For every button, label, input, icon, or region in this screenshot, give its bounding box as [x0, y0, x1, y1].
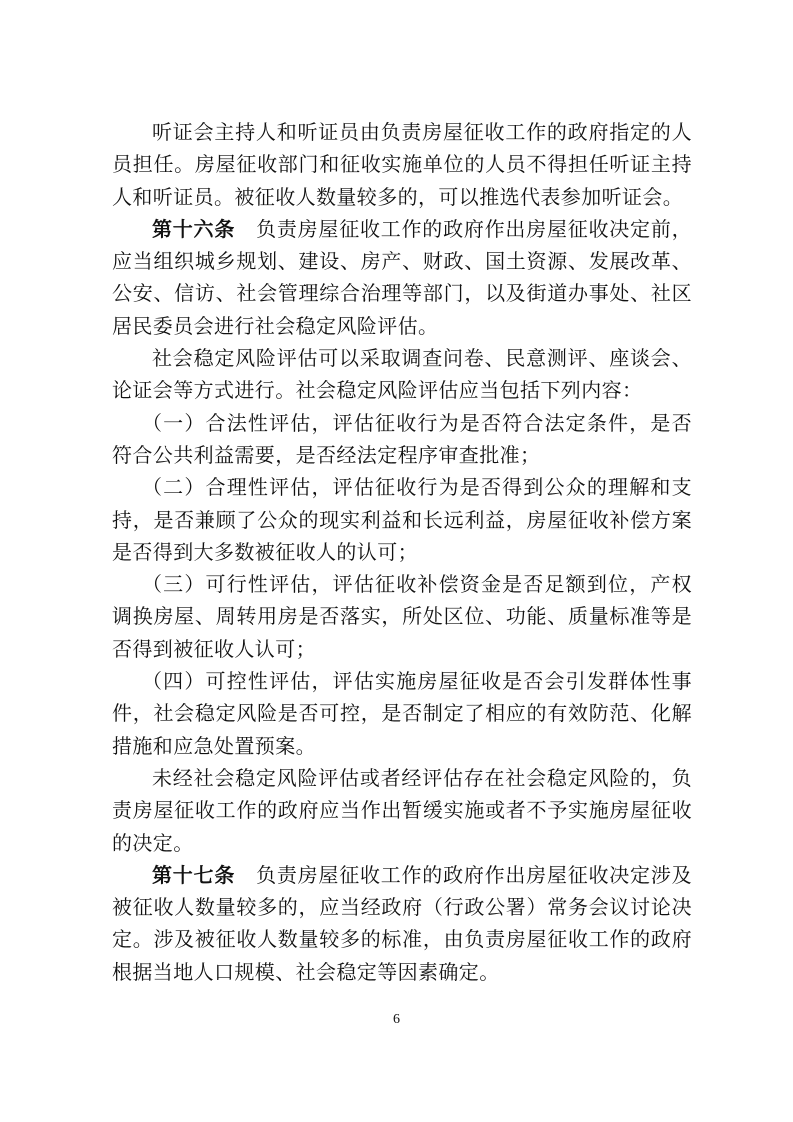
paragraph-text: （一）合法性评估，评估征收行为是否符合法定条件，是否符合公共利益需要，是否经法定程序审查批准；: [112, 410, 692, 467]
list-item-rationality: [112, 471, 692, 568]
paragraph-assessment-methods: [112, 342, 692, 407]
list-item-feasibility: [112, 568, 692, 665]
paragraph-without-assessment: [112, 762, 692, 859]
paragraph-text: （三）可行性评估，评估征收补偿资金是否足额到位，产权调换房屋、周转用房是否落实，所处区位、功能、质量标准等是否得到被征收人认可；: [112, 572, 692, 661]
paragraph-text: 未经社会稳定风险评估或者经评估存在社会稳定风险的，负责房屋征收工作的政府应当作出暂缓实施或者不予实施房屋征收的决定。: [112, 765, 692, 855]
paragraph-text: 负责房屋征收工作的政府作出房屋征收决定前，应当组织城乡规划、建设、房产、财政、国土资源、发展改革、公安、信访、社会管理综合治理等部门，以及街道办事处、社区居民委员会进行社会稳定风险评估。: [112, 216, 692, 338]
article-number: 第十七条: [152, 862, 236, 887]
page-number: 6: [393, 1012, 400, 1027]
article-number: 第十六条: [152, 216, 236, 241]
paragraph-text: 社会稳定风险评估可以采取调查问卷、民意测评、座谈会、论证会等方式进行。社会稳定风险评估应当包括下列内容：: [112, 346, 692, 403]
paragraph-article-17: [112, 859, 692, 988]
paragraph-text: 听证会主持人和听证员由负责房屋征收工作的政府指定的人员担任。房屋征收部门和征收实施单位的人员不得担任听证主持人和听证员。被征收人数量较多的，可以推选代表参加听证会。: [112, 120, 692, 209]
paragraph-hearing-host: [112, 116, 692, 213]
paragraph-text: 负责房屋征收工作的政府作出房屋征收决定涉及被征收人数量较多的，应当经政府（行政公署）常务会议讨论决定。涉及被征收人数量较多的标准，由负责房屋征收工作的政府根据当地人口规模、社会稳定等因素确定。: [112, 862, 692, 984]
paragraph-article-16: [112, 213, 692, 342]
paragraph-text: （二）合理性评估，评估征收行为是否得到公众的理解和支持，是否兼顾了公众的现实利益和长远利益，房屋征收补偿方案是否得到大多数被征收人的认可；: [112, 475, 692, 564]
paragraph-text: （四）可控性评估，评估实施房屋征收是否会引发群体性事件，社会稳定风险是否可控，是否制定了相应的有效防范、化解措施和应急处置预案。: [112, 669, 692, 758]
list-item-controllability: [112, 665, 692, 762]
body-text: [112, 116, 692, 988]
list-item-legality: [112, 407, 692, 472]
